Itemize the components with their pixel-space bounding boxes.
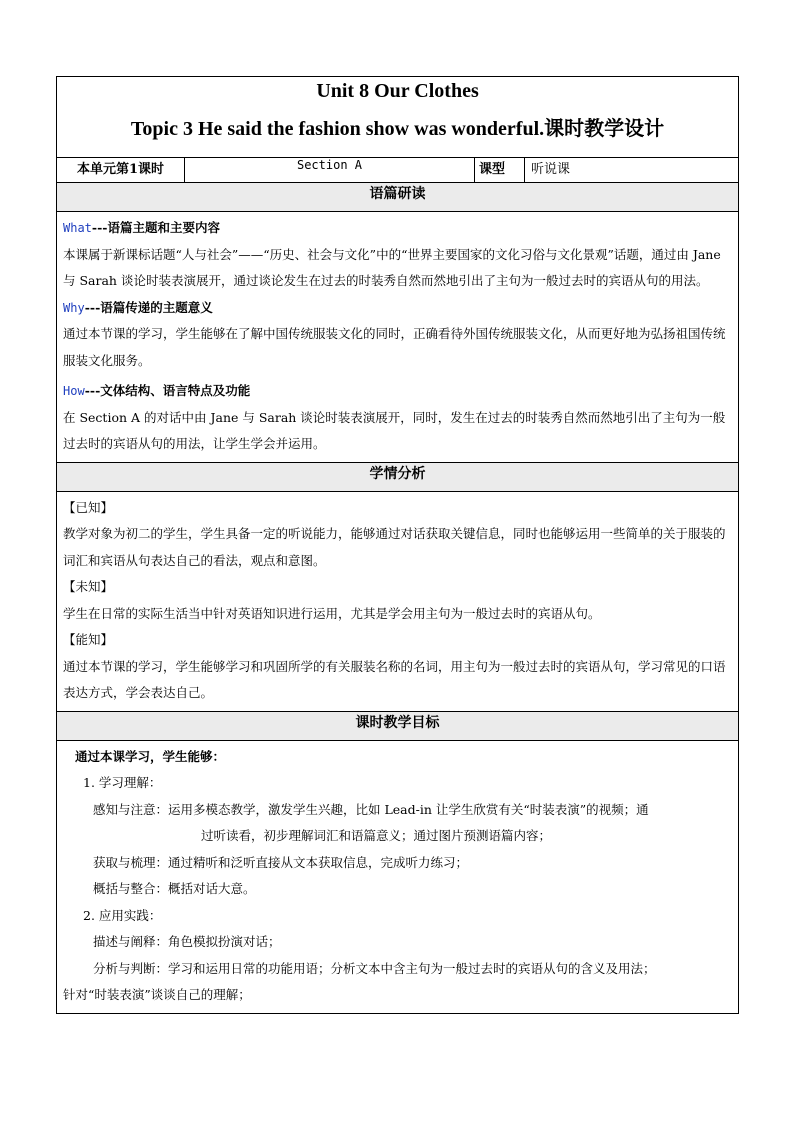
goal-1a-line1: 感知与注意：运用多模态教学，激发学生兴趣，比如 Lead-in 让学生欣赏有关“时装表演”的视频；通 [93,801,649,817]
goals-intro: 通过本课学习，学生能够： [75,748,226,764]
what-text: 本课属于新课标话题“人与社会”——“历史、社会与文化”中的“世界主要国家的文化习俗与文化景观”话题，通过由 Jane 与 Sarah 谈论时装表演展开，通过谈论发生在过去的时装秀自然而然地引出了主句为一般过去时的宾语从句的用法。 [63,246,721,288]
able-label: 【能知】 [63,632,114,647]
goal-1b: 获取与梳理：通过精听和泛听直接从文本获取信息，完成听力练习； [93,854,469,870]
unknown-label: 【未知】 [63,579,114,594]
section-name: Section A [185,158,475,183]
goal-item-1: 1. 学习理解： [83,775,162,790]
known-text: 教学对象为初二的学生，学生具备一定的听说能力，能够通过对话获取关键信息，同时也能够运用一些简单的关于服装的词汇和宾语从句表达自己的看法，观点和意图。 [63,526,726,568]
how-title: ---文体结构、语言特点及功能 [84,383,251,398]
goal-2a: 描述与阐释：角色模拟扮演对话； [93,934,281,949]
lesson-type-value: 听说课 [525,158,739,183]
info-row [57,158,739,183]
unknown-text: 学生在日常的实际生活当中针对英语知识进行运用，尤其是学会用主句为一般过去时的宾语从句。 [63,605,601,621]
why-text: 通过本节课的学习，学生能够在了解中国传统服装文化的同时，正确看待外国传统服装文化，从而更好地为弘扬祖国传统服装文化服务。 [63,326,726,368]
goal-2b: 分析与判断：学习和运用日常的功能用语；分析文本中含主句为一般过去时的宾语从句的含义及用法； [93,960,656,976]
able-text: 通过本节课的学习，学生能够学习和巩固所学的有关服装名称的名词，用主句为一般过去时的宾语从句，学习常见的口语表达方式，学会表达自己。 [63,658,726,700]
how-text: 在 Section A 的对话中由 Jane 与 Sarah 谈论时装表演展开，同时，发生在过去的时装秀自然而然地引出了主句为一般过去时的宾语从句的用法，让学生学会并运用。 [63,409,726,451]
goals-section-body [57,740,739,1013]
goals-section-header: 课时教学目标 [57,711,739,740]
what-title: ---语篇主题和主要内容 [91,220,220,235]
topic-title: Topic 3 He said the fashion show was wonderful.课时教学设计 [130,118,665,140]
lesson-plan-table [56,76,739,1014]
what-label: What [63,221,92,235]
known-label: 【已知】 [63,499,114,515]
analysis-section-body [57,491,739,711]
reading-section-body [57,212,739,463]
why-title: ---语篇传递的主题意义 [84,299,213,315]
lesson-number: 本单元第1课时 [57,158,185,183]
how-label: How [63,384,85,398]
reading-section-header: 语篇研读 [57,183,739,212]
title-cell [57,77,739,158]
goal-item-2: 2. 应用实践： [83,907,162,923]
lesson-type-label: 课型 [475,158,525,183]
why-label: Why [63,300,85,315]
analysis-section-header: 学情分析 [57,462,739,491]
goal-2c: 针对“时装表演”谈谈自己的理解； [63,987,251,1002]
goal-1a-line2: 过听读看，初步理解词汇和语篇意义；通过图片预测语篇内容； [201,828,552,843]
unit-title: Unit 8 Our Clothes [316,80,479,102]
lesson-plan-page [56,76,738,1014]
goal-1c: 概括与整合：概括对话大意。 [93,881,256,896]
